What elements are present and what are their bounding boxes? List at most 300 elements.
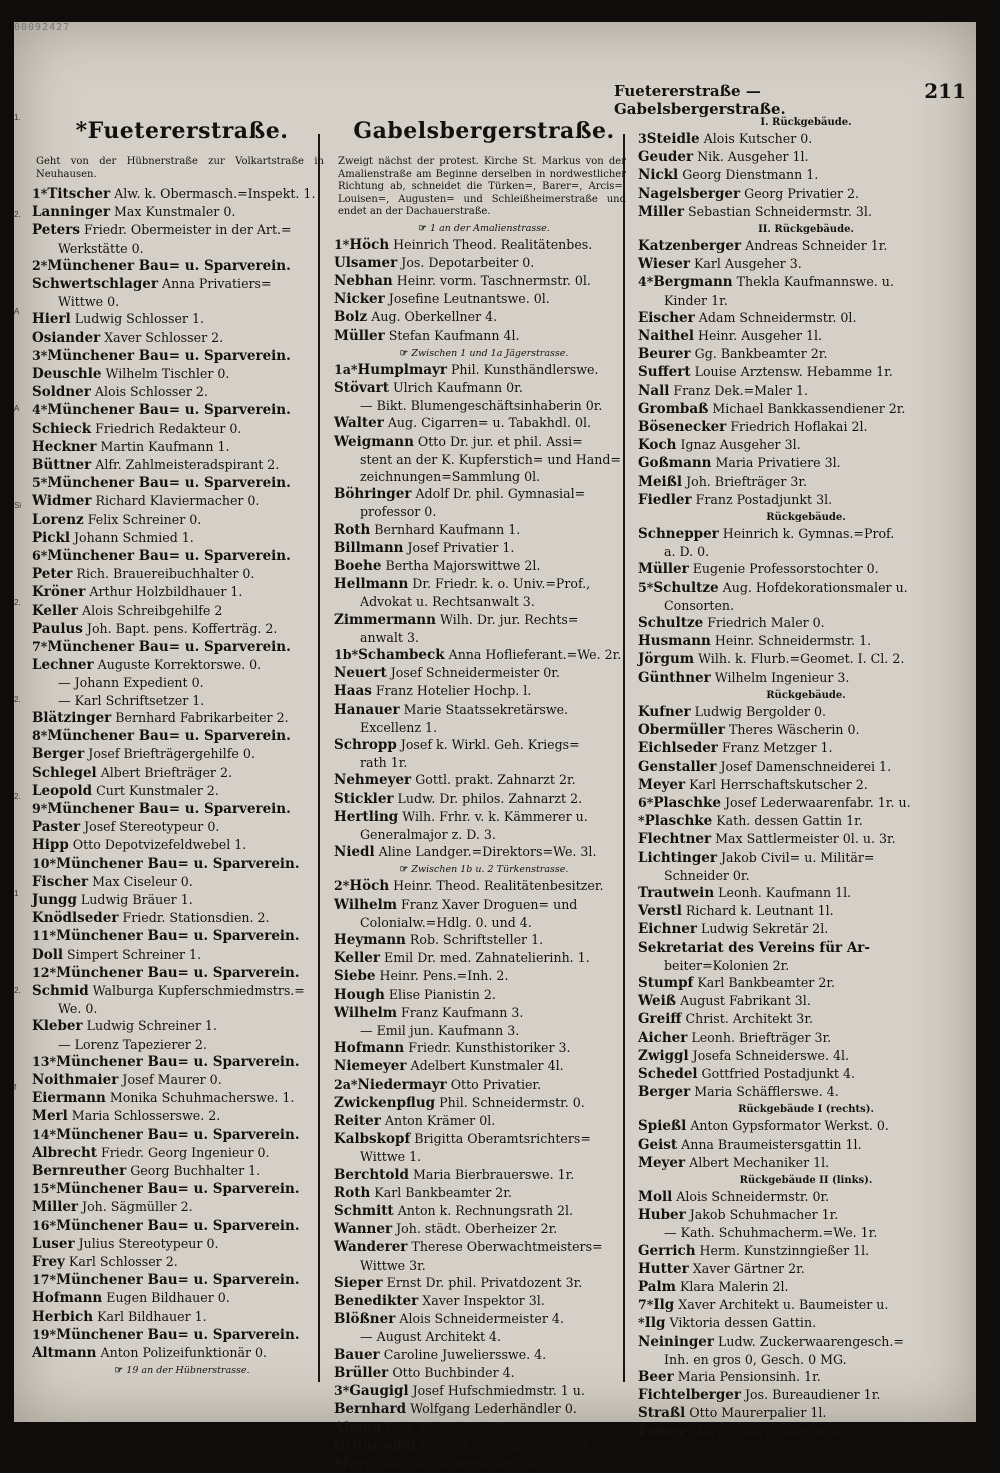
resident-name: Siebe	[334, 968, 376, 985]
resident-name: Neininger	[638, 1333, 714, 1350]
resident-details: Xaver Gärtner 2r.	[692, 1260, 805, 1276]
resident-entry	[334, 254, 634, 272]
resident-details: Kath. dessen Gattin 1r.	[716, 813, 863, 829]
resident-details: Phil. Kunsthändlerswe.	[450, 361, 599, 377]
resident-name: Abegg	[334, 1419, 382, 1436]
resident-name: Miller	[638, 203, 685, 220]
resident-name: Ilg	[644, 1315, 666, 1332]
resident-name: Schwertschlager	[32, 276, 158, 293]
resident-name: Münchener Bau= u. Sparverein.	[47, 475, 291, 492]
resident-name: Palm	[638, 1278, 676, 1295]
resident-name: Altmann	[32, 1345, 97, 1361]
resident-name: Suffert	[638, 364, 691, 381]
resident-name: Schropp	[334, 736, 397, 753]
resident-name: Büttner	[32, 457, 92, 474]
entry-continuation: stent an der K. Kupferstich= und Hand=	[360, 451, 621, 467]
column-gabelsbergerstrasse-continued	[638, 114, 974, 1441]
resident-entry	[334, 736, 634, 754]
resident-entry	[32, 1017, 332, 1035]
resident-entry	[32, 383, 332, 401]
resident-entry	[334, 272, 634, 290]
resident-name: Münchener Bau= u. Sparverein.	[47, 402, 291, 419]
entry-continuation: — Emil jun. Kaufmann 3.	[360, 1023, 520, 1039]
cross-street-text: Zwischen 1b u. 2 Türkenstrasse.	[411, 864, 569, 876]
resident-details: Karl Herrschaftskutscher 2.	[689, 776, 868, 792]
house-number: 1b*	[334, 646, 359, 662]
resident-name: Zwiggl	[638, 1047, 689, 1064]
resident-entry	[32, 891, 332, 909]
resident-details: Albert Mechaniker 1l.	[689, 1154, 830, 1170]
resident-name: Münchener Bau= u. Sparverein.	[47, 728, 291, 745]
resident-entry	[32, 745, 332, 763]
resident-name: Stumpf	[638, 974, 694, 991]
resident-name: Frey	[32, 1253, 65, 1270]
resident-name: Stövart	[334, 379, 389, 396]
resident-details: Maria Pensionsinh. 1r.	[677, 1369, 821, 1384]
resident-details: Jos. Depotarbeiter 0.	[401, 254, 535, 270]
entry-continuation: Kinder 1r.	[664, 292, 728, 308]
resident-entry	[334, 557, 634, 575]
resident-entry	[638, 703, 974, 721]
resident-name: Schnepper	[638, 526, 719, 543]
resident-entry	[334, 808, 634, 826]
resident-details: Karl Bankbeamter 2r.	[697, 974, 835, 990]
directory-page	[14, 22, 976, 1472]
resident-entry	[32, 1344, 332, 1362]
pointing-hand-icon: ☞	[114, 1365, 127, 1377]
resident-details: Johanna Bahnmeisterswe. 3.	[376, 1455, 559, 1471]
resident-details: Otto Depotvizefeldwebel 1.	[72, 837, 247, 853]
resident-name: Blätzinger	[32, 709, 112, 726]
house-number: 7*	[638, 1297, 654, 1313]
resident-name: Paulus	[32, 620, 83, 637]
resident-entry	[334, 1292, 634, 1310]
resident-entry	[334, 664, 634, 682]
resident-details: Phil. Schneidermstr. 0.	[439, 1094, 585, 1110]
resident-entry	[32, 1253, 332, 1271]
resident-name: Keller	[32, 602, 78, 619]
resident-entry	[638, 185, 974, 203]
resident-details: Jakob Schuhmacher 1r.	[689, 1207, 839, 1223]
resident-name: Meyer	[638, 776, 686, 793]
column-gabelsbergerstrasse	[334, 114, 634, 1473]
resident-entry	[334, 327, 634, 345]
house-number: 4*	[638, 274, 654, 290]
resident-name: Münchener Bau= u. Sparverein.	[56, 1126, 300, 1143]
resident-entry	[334, 1166, 634, 1184]
resident-entry	[32, 310, 332, 328]
resident-details: Alois Schreibgehilfe 2	[82, 602, 223, 618]
building-subheading: Rückgebäude I (rechts).	[738, 1104, 874, 1116]
resident-details: Friedrich Maler 0.	[707, 615, 825, 631]
resident-details: Anton k. Rechnungsrath 2l.	[397, 1203, 573, 1219]
resident-details: Franz Kaufmann 3.	[401, 1004, 524, 1020]
resident-name: Peter	[32, 566, 73, 583]
scan-id: 00092427	[14, 22, 71, 33]
resident-details: Ludwig Schlosser 1.	[74, 311, 204, 327]
cross-street-note	[32, 1365, 332, 1376]
resident-details: Richard k. Leutnant 1l.	[685, 903, 834, 919]
resident-entry	[638, 1154, 974, 1172]
resident-name: Greiff	[638, 1011, 682, 1028]
resident-name: Roth	[334, 1184, 371, 1201]
resident-details: Josefa Schneiderswe. 4l.	[692, 1047, 850, 1063]
resident-entry	[32, 782, 332, 800]
resident-entry	[334, 877, 634, 895]
fragment-char: A	[14, 404, 20, 413]
resident-entry	[638, 974, 974, 992]
resident-entry	[638, 255, 974, 273]
resident-entry	[32, 927, 332, 945]
resident-entry	[334, 949, 634, 967]
resident-name: Münchener Bau= u. Sparverein.	[56, 928, 300, 945]
resident-details: Bertha Majorswittwe 2l.	[385, 557, 541, 573]
resident-entry	[334, 236, 634, 254]
resident-entry	[334, 1310, 634, 1328]
resident-entry	[638, 721, 974, 739]
resident-entry	[32, 474, 332, 492]
resident-entry	[638, 473, 974, 491]
resident-entry	[638, 454, 974, 472]
resident-details: Ludwig Sekretär 2l.	[701, 921, 829, 937]
resident-name: Kleber	[32, 1018, 83, 1035]
resident-name: Goßmann	[638, 455, 712, 472]
resident-name: Niedermayr	[357, 1076, 447, 1093]
resident-entry	[638, 992, 974, 1010]
resident-name: Leopold	[32, 782, 93, 799]
resident-name: Lorenz	[32, 511, 84, 528]
resident-entry	[334, 539, 634, 557]
resident-entry	[32, 656, 332, 674]
house-number: 19*	[32, 1326, 57, 1342]
resident-details: Xaver Schlosser 2.	[104, 329, 224, 345]
resident-name: Schmitt	[334, 1203, 394, 1220]
resident-entry	[638, 1368, 974, 1386]
resident-entry	[638, 166, 974, 184]
resident-details: Josef Hufschmiedmstr. 1 u.	[412, 1383, 585, 1399]
resident-name: Eischer	[638, 309, 695, 326]
resident-name: Merl	[32, 1108, 68, 1125]
resident-entry	[638, 525, 974, 543]
house-number: 16*	[32, 1217, 57, 1233]
house-number: 2a*	[334, 1076, 358, 1092]
resident-entry	[334, 485, 634, 503]
entry-continuation: — Karl Schriftsetzer 1.	[58, 692, 205, 708]
resident-entry	[638, 560, 974, 578]
resident-entry	[638, 1047, 974, 1065]
resident-entry	[334, 379, 634, 397]
resident-details: Simpert Schreiner 1.	[66, 946, 202, 962]
resident-entry	[638, 739, 974, 757]
resident-entry	[638, 436, 974, 454]
resident-name: Geist	[638, 1136, 678, 1153]
house-number: 14*	[32, 1126, 57, 1142]
resident-name: Benedikter	[334, 1293, 419, 1310]
resident-name: Beer	[638, 1369, 674, 1385]
resident-entry	[32, 946, 332, 964]
resident-details: Thekla Kaufmannswe. u.	[736, 274, 894, 290]
resident-entry	[334, 1076, 634, 1094]
resident-name: Gerrich	[638, 1242, 696, 1259]
resident-name: Zimmermann	[334, 611, 436, 628]
resident-name: Haas	[334, 683, 372, 700]
resident-name: Zwickenpflug	[334, 1094, 436, 1111]
resident-name: Grombaß	[638, 400, 709, 417]
resident-name: Niemeyer	[334, 1058, 407, 1075]
resident-name: Doll	[32, 946, 63, 963]
resident-details: Aug. Oberkellner 4.	[371, 309, 498, 325]
resident-details: Klara Malerin 2l.	[679, 1278, 789, 1294]
resident-details: Josef Lederwaarenfabr. 1r. u.	[724, 794, 911, 810]
resident-name: Nicker	[334, 291, 385, 308]
resident-details: Otto Dr. jur. et phil. Assi=	[417, 433, 583, 449]
resident-entry	[334, 1400, 634, 1418]
house-number: 1*	[32, 186, 48, 201]
resident-name: Bernhard	[334, 1401, 407, 1418]
pointing-hand-icon: ☞	[399, 864, 412, 876]
resident-details: Monika Schuhmacherswe. 1.	[109, 1090, 295, 1106]
fragment-char: 1.	[14, 113, 21, 122]
resident-entry	[334, 308, 634, 326]
resident-entry	[32, 909, 332, 927]
resident-name: Bauer	[334, 1346, 380, 1363]
resident-name: Humplmayr	[357, 361, 447, 378]
resident-name: Luser	[32, 1235, 75, 1252]
resident-name: Münchener Bau= u. Sparverein.	[47, 257, 291, 274]
resident-details: Jakob Civil= u. Militär=	[721, 849, 875, 865]
resident-entry	[334, 1455, 634, 1473]
resident-details: Heinrich k. Gymnas.=Prof.	[722, 526, 895, 542]
resident-details: Maria Privatiere 3l.	[715, 455, 841, 471]
resident-name: Hofmann	[32, 1290, 103, 1307]
resident-name: Trautwein	[638, 884, 715, 901]
resident-name: Eichlseder	[638, 740, 718, 757]
resident-details: Anna Privatiers=	[162, 276, 272, 292]
resident-details: Anna Hoflieferant.=We. 2r.	[448, 646, 622, 662]
resident-name: Nehmeyer	[334, 772, 412, 789]
resident-name: Huber	[638, 1207, 686, 1224]
resident-name: Heckner	[32, 438, 97, 455]
entry-continuation: Wittwe 3r.	[360, 1257, 426, 1273]
resident-entry	[638, 849, 974, 867]
resident-entry	[32, 565, 332, 583]
resident-details: Max Kunstmaler 0.	[113, 204, 236, 220]
resident-details: Wilh. Dr. jur. Rechts=	[439, 611, 579, 627]
house-number: 7*	[32, 639, 48, 655]
house-number: 17*	[32, 1272, 57, 1288]
resident-details: Joh. Sägmüller 2.	[82, 1199, 193, 1215]
resident-entry	[32, 1107, 332, 1125]
house-number: 2*	[334, 878, 350, 894]
resident-details: Maria Schlosserswe. 2.	[71, 1108, 221, 1124]
resident-details: Xaver Inspektor 3l.	[422, 1293, 545, 1309]
resident-details: Arthur Holzbildhauer 1.	[89, 584, 243, 600]
resident-entry	[334, 1364, 634, 1382]
resident-name: Schambeck	[358, 646, 445, 663]
resident-name: Müller	[638, 561, 689, 578]
resident-details: Heinr. Ausgeher 1l.	[698, 328, 823, 344]
resident-name: Wanderer	[334, 1239, 408, 1256]
resident-entry	[32, 1217, 332, 1235]
resident-entry	[334, 433, 634, 451]
resident-details: Bernhard Kaufmann 1.	[374, 521, 521, 537]
resident-name: Feiner	[638, 1423, 687, 1440]
resident-name: Deuschle	[32, 366, 102, 383]
resident-entry	[638, 758, 974, 776]
resident-details: Alw. k. Obermasch.=Inspekt. 1.	[114, 186, 316, 201]
resident-details: Ludwig Schreiner 1.	[86, 1018, 217, 1034]
resident-details: Ernst Dr. phil. Privatdozent 3r.	[386, 1274, 583, 1290]
resident-name: Brüller	[334, 1364, 389, 1381]
resident-details: Heinr. vorm. Taschnermstr. 0l.	[396, 272, 591, 288]
resident-entry	[638, 902, 974, 920]
house-number: 1*	[334, 236, 350, 252]
resident-entry	[32, 818, 332, 836]
building-subheading: Rückgebäude.	[766, 689, 846, 701]
resident-details: Wilh. Frhr. v. k. Kämmerer u.	[402, 808, 588, 824]
resident-entry	[32, 1271, 332, 1289]
resident-entry	[334, 1184, 634, 1202]
resident-details: Xaver Architekt u. Baumeister u.	[678, 1297, 889, 1313]
resident-details: Heinrich Theod. Realitätenbes.	[393, 236, 593, 252]
resident-entry	[334, 361, 634, 379]
resident-entry	[638, 1242, 974, 1260]
resident-entry	[334, 1346, 634, 1364]
resident-name: Schieck	[32, 420, 92, 437]
resident-entry	[334, 1004, 634, 1022]
cross-street-text: 1 an der Amalienstrasse.	[430, 222, 550, 234]
resident-entry	[638, 1333, 974, 1351]
resident-entry	[334, 1238, 634, 1256]
resident-entry	[638, 920, 974, 938]
resident-details: Alois Kutscher 0.	[703, 131, 813, 146]
resident-name: Hierl	[32, 311, 71, 328]
fragment-char: A	[14, 307, 20, 316]
resident-details: Josef Stereotypeur 0.	[84, 819, 220, 835]
resident-details: Gottl. prakt. Zahnarzt 2r.	[415, 772, 576, 788]
resident-details: Wilhelm Ingenieur 3.	[714, 669, 850, 685]
resident-name: Verstl	[638, 903, 682, 920]
resident-details: Marie Staatssekretärswe.	[403, 701, 569, 717]
resident-entry	[638, 1083, 974, 1101]
resident-details: Aline Landger.=Direktors=We. 3l.	[378, 844, 597, 860]
entry-continuation: Wittwe 0.	[58, 294, 120, 310]
resident-name: Münchener Bau= u. Sparverein.	[47, 800, 291, 817]
resident-entry	[334, 611, 634, 629]
street-title: Gabelsbergerstraße.	[353, 118, 615, 144]
resident-entry	[638, 776, 974, 794]
resident-entry	[334, 771, 634, 789]
entry-continuation: — August Architekt 4.	[360, 1329, 502, 1345]
fragment-char: f	[14, 1083, 17, 1092]
cross-street-note	[334, 864, 634, 875]
resident-entry	[32, 836, 332, 854]
resident-details: Albert Briefträger 2.	[100, 764, 232, 780]
resident-details: Nik. Ausgeher 1l.	[697, 149, 809, 165]
resident-name: Widmer	[32, 493, 92, 510]
resident-entry	[334, 1112, 634, 1130]
resident-name: Berger	[32, 746, 85, 763]
resident-name: Hipp	[32, 837, 69, 854]
resident-details: Karl Bildhauer 1.	[97, 1308, 207, 1324]
resident-name: Naithel	[638, 328, 694, 345]
resident-name: Heymann	[334, 932, 406, 949]
resident-entry	[334, 682, 634, 700]
resident-details: Josef Maurer 0.	[122, 1071, 222, 1087]
resident-entry	[638, 1117, 974, 1135]
resident-details: Franz Metzger 1.	[721, 740, 833, 756]
resident-name: Neuert	[334, 665, 387, 682]
resident-name: Gaugigl	[349, 1383, 409, 1400]
resident-entry	[638, 1136, 974, 1154]
resident-details: Rud. Buchhalter 2.	[385, 1419, 506, 1435]
resident-details: Ludwig Bräuer 1.	[80, 891, 193, 907]
resident-name: Wilhelm	[334, 1004, 397, 1021]
resident-entry	[32, 1144, 332, 1162]
resident-details: Theres Wäscherin 0.	[728, 722, 860, 738]
resident-name: Keller	[334, 950, 380, 967]
resident-entry	[32, 1053, 332, 1071]
resident-details: Rich. Brauereibuchhalter 0.	[76, 566, 255, 582]
resident-details: Friedr. Georg Ingenieur 0.	[101, 1144, 270, 1160]
resident-details: Michael Bankkassendiener 2r.	[712, 400, 906, 416]
resident-name: Müller	[334, 327, 385, 344]
resident-details: Andreas Schneider 1r.	[745, 238, 888, 254]
resident-name: Flechtner	[638, 831, 712, 848]
resident-entry	[334, 1419, 634, 1437]
pointing-hand-icon: ☞	[399, 347, 412, 359]
resident-name: Hertling	[334, 808, 399, 825]
resident-name: Münchener Bau= u. Sparverein.	[56, 1272, 300, 1289]
resident-entry	[32, 1198, 332, 1216]
resident-entry	[334, 843, 634, 861]
resident-entry	[32, 257, 332, 275]
house-number: 13*	[32, 1053, 57, 1069]
resident-name: Moll	[638, 1188, 673, 1205]
resident-entry	[334, 575, 634, 593]
resident-name: Lechner	[32, 657, 94, 674]
resident-details: Herm. Kunstzinngießer 1l.	[699, 1242, 870, 1258]
resident-details: Ludwig Bergolder 0.	[694, 703, 826, 719]
building-subheading: Rückgebäude II (links).	[739, 1174, 873, 1186]
resident-name: Grünwedel	[334, 1437, 416, 1454]
resident-name: Nebhan	[334, 272, 393, 289]
resident-entry	[32, 438, 332, 456]
resident-name: Fischer	[32, 873, 89, 890]
resident-name: Miller	[32, 1199, 79, 1216]
resident-entry	[32, 583, 332, 601]
entry-continuation: anwalt 3.	[360, 629, 420, 645]
resident-name: Knödlseder	[32, 910, 119, 927]
resident-entry	[638, 1296, 974, 1314]
resident-entry	[32, 1326, 332, 1344]
resident-name: Spießl	[638, 1118, 687, 1135]
resident-name: Kalbskopf	[334, 1131, 411, 1148]
resident-name: Fichtelberger	[638, 1387, 741, 1404]
resident-name: Ilg	[653, 1297, 675, 1314]
resident-entry	[638, 939, 974, 957]
resident-details: Gottfried Postadjunkt 4.	[701, 1065, 856, 1081]
resident-entry	[638, 400, 974, 418]
resident-details: Heinr. Schneidermstr. 1.	[714, 633, 872, 649]
resident-name: Nickl	[638, 167, 679, 184]
resident-entry	[32, 529, 332, 547]
street-title: *Fuetererstraße.	[75, 118, 289, 144]
resident-details: Friedr. Kunsthistoriker 3.	[408, 1040, 571, 1056]
resident-name: Bergmann	[653, 274, 733, 291]
entry-continuation: Schneider 0r.	[664, 867, 750, 883]
resident-details: Franz Hotelier Hochp. l.	[375, 683, 532, 699]
